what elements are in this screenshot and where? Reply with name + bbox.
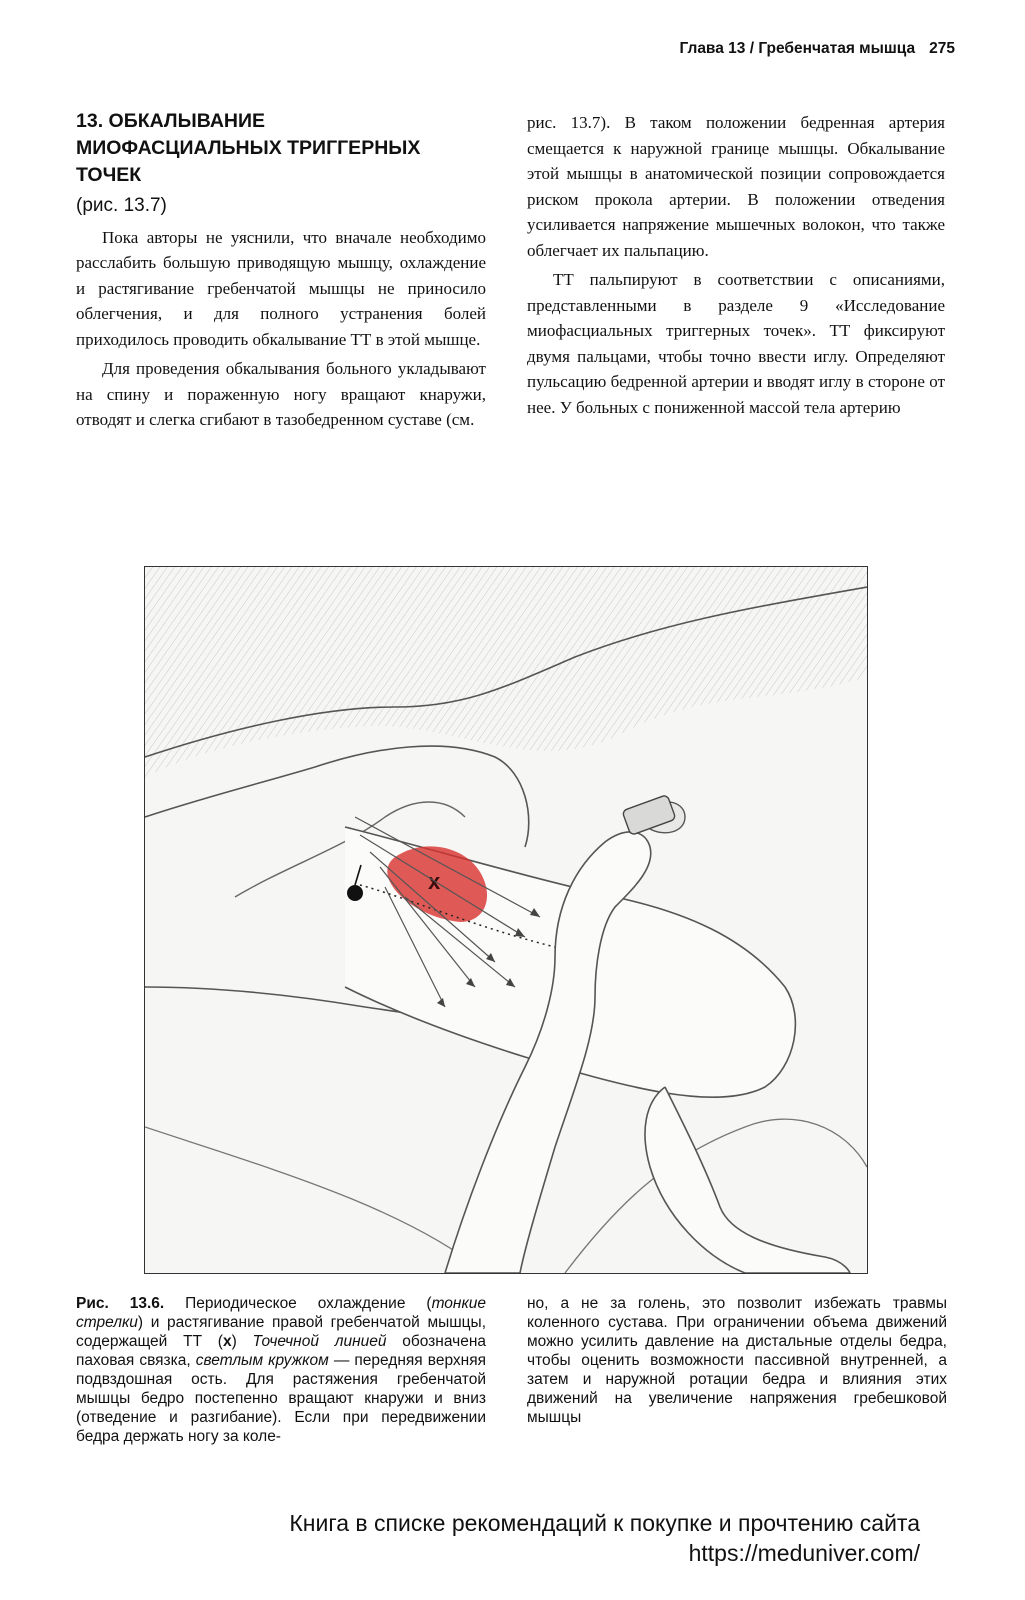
caption-text — [76, 1295, 486, 1445]
caption-run: тонкие стрелки — [76, 1295, 487, 1331]
caption-run: Точечной линией — [252, 1333, 387, 1350]
footer-note: Книга в списке рекомендаций к покупке и прочтению сайта https://meduniver.com/ — [289, 1510, 920, 1566]
figure-label: Рис. 13.6. — [76, 1295, 165, 1312]
caption-run: ) и растягивание правой гребенчатой мышцы, содержащей ТТ ( — [76, 1314, 486, 1350]
figure-caption-right: но, а не за голень, это позволит избежать травмы коленного сустава. При ограничении объема движений можно усилить давление на дистальные отделы бедра, чтобы оценить возможности пассивной внутренней, а затем и наружной ротации бедра и влияния этих движений на увеличение напряжения гребешковой мышцы — [527, 1295, 947, 1426]
section-title-line: 13. ОБКАЛЫВАНИЕ — [76, 110, 266, 132]
trigger-point-mark: x — [428, 869, 441, 894]
caption-run: ) — [231, 1333, 253, 1350]
paragraph: Для проведения обкалывания больного укладывают на спину и пораженную ногу вращают кнаружи, отводят и слегка сгибают в тазобедренном суставе (см. — [76, 359, 486, 429]
paragraph: ТТ пальпируют в соответствии с описаниями, представленными в разделе 9 «Исследование миофасциальных триггерных точек». ТТ фиксируют двумя пальцами, чтобы точно ввести иглу. Определяют пульсацию бедренной артерии и вводят иглу в стороне от нее. У больных с пониженной массой тела артерию — [527, 270, 945, 417]
left-column — [76, 108, 486, 433]
caption-run: обозначена паховая связка, — [76, 1333, 486, 1369]
iliac-spine-marker — [347, 885, 363, 901]
caption-run: x — [222, 1333, 232, 1350]
paragraph: рис. 13.7). В таком положении бедренная артерия смещается к наружной границе мышцы. Обкалывание этой мышцы в анатомической позиции сопровождается риском прокола артерии. В положении отведения усиливается напряжение мышечных волокон, что также облегчает их пальпацию. — [527, 113, 945, 260]
caption-run: Периодическое охлаждение ( — [185, 1295, 432, 1312]
caption-run: — передняя верхняя подвздошная ость. Для растяжения гребенчатой мышцы бедро постепенно вращают кнаружи и вниз (отведение и разгибание). Если при передвижении бедра держать ногу за коле- — [76, 1352, 486, 1445]
running-head — [595, 40, 955, 58]
page-number: 275 — [929, 40, 955, 57]
paragraph: Пока авторы не уяснили, что вначале необходимо расслабить большую приводящую мышцу, охлаждение и растягивание гребенчатой мышцы не приносило облегчения, и для полного устранения болей приходилось проводить обкалывание ТТ в этой мышце. — [76, 227, 486, 349]
section-title-line: МИОФАСЦИАЛЬНЫХ ТРИГГЕРНЫХ — [76, 137, 421, 159]
caption-run: светлым кружком — [195, 1352, 329, 1369]
figure-caption-left — [76, 1294, 486, 1446]
section-subtitle: (рис. 13.7) — [76, 195, 167, 216]
section-title-line: ТОЧЕК — [76, 164, 142, 186]
right-column — [527, 110, 945, 420]
figure-illustration — [144, 566, 868, 1274]
chapter-title: Глава 13 / Гребенчатая мышца — [679, 40, 916, 57]
illustration-drawing — [145, 567, 867, 1273]
section-title — [76, 108, 486, 189]
